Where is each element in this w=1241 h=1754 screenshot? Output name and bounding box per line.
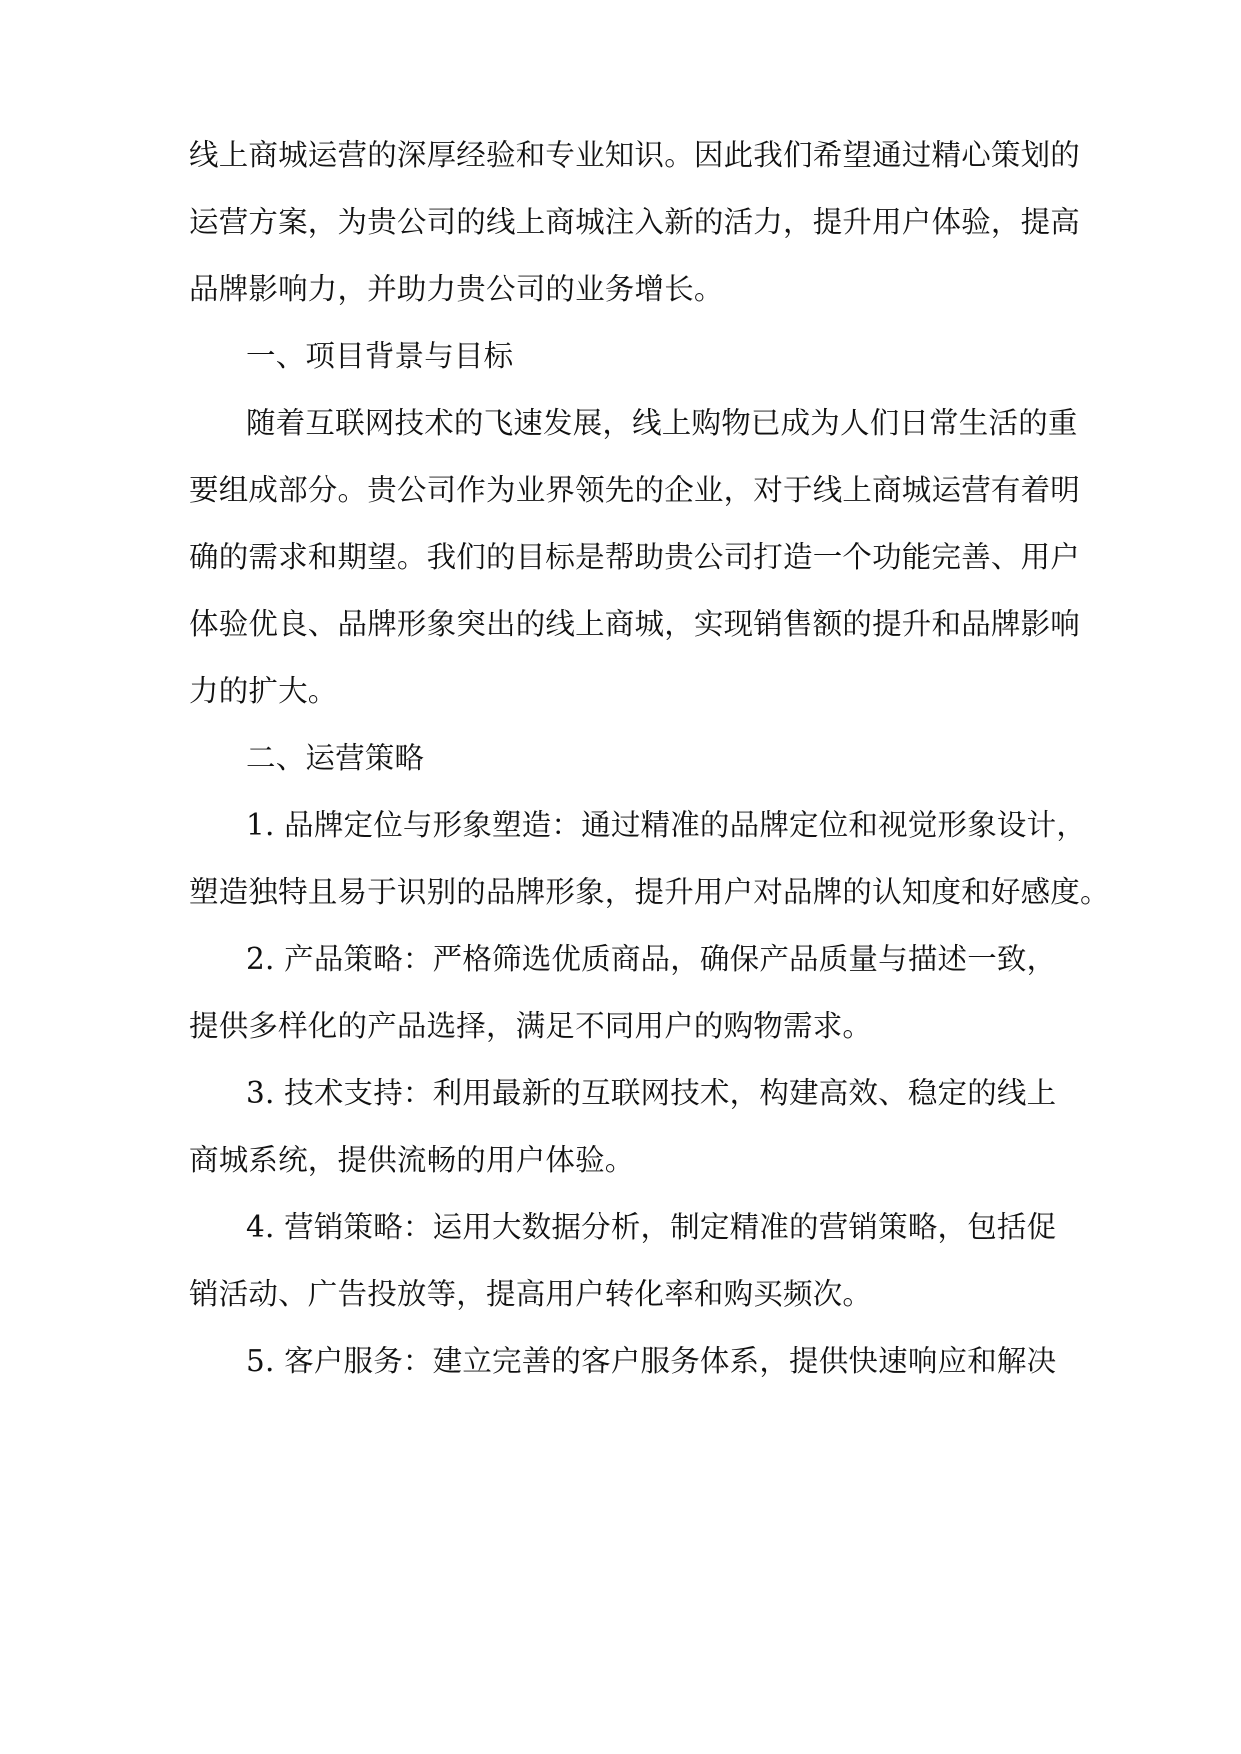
paragraph-line: 要组成部分。贵公司作为业界领先的企业，对于线上商城运营有着明 xyxy=(189,473,1081,507)
section-heading: 二、运营策略 xyxy=(246,741,425,775)
list-item-line: 商城系统，提供流畅的用户体验。 xyxy=(189,1143,635,1177)
list-item-line: 2. 产品策略：严格筛选优质商品，确保产品质量与描述一致， xyxy=(246,942,1057,976)
list-item-line: 3. 技术支持：利用最新的互联网技术，构建高效、稳定的线上 xyxy=(246,1076,1057,1110)
section-heading: 一、项目背景与目标 xyxy=(246,339,514,373)
paragraph-line: 随着互联网技术的飞速发展，线上购物已成为人们日常生活的重 xyxy=(246,406,1078,440)
paragraph-line: 体验优良、品牌形象突出的线上商城，实现销售额的提升和品牌影响 xyxy=(189,607,1081,641)
list-item-line: 提供多样化的产品选择，满足不同用户的购物需求。 xyxy=(189,1009,873,1043)
list-item-line: 1. 品牌定位与形象塑造：通过精准的品牌定位和视觉形象设计， xyxy=(246,808,1087,842)
paragraph-line: 确的需求和期望。我们的目标是帮助贵公司打造一个功能完善、用户 xyxy=(189,540,1081,574)
paragraph-line: 品牌影响力，并助力贵公司的业务增长。 xyxy=(189,272,724,306)
paragraph-line: 线上商城运营的深厚经验和专业知识。因此我们希望通过精心策划的 xyxy=(189,138,1081,172)
list-item-line: 4. 营销策略：运用大数据分析，制定精准的营销策略，包括促 xyxy=(246,1210,1057,1244)
paragraph-line: 力的扩大。 xyxy=(189,674,338,708)
paragraph-line: 运营方案，为贵公司的线上商城注入新的活力，提升用户体验，提高 xyxy=(189,205,1081,239)
list-item-line: 销活动、广告投放等，提高用户转化率和购买频次。 xyxy=(189,1277,873,1311)
list-item-line: 塑造独特且易于识别的品牌形象，提升用户对品牌的认知度和好感度。 xyxy=(189,875,1110,909)
list-item-line: 5. 客户服务：建立完善的客户服务体系，提供快速响应和解决 xyxy=(246,1344,1057,1378)
